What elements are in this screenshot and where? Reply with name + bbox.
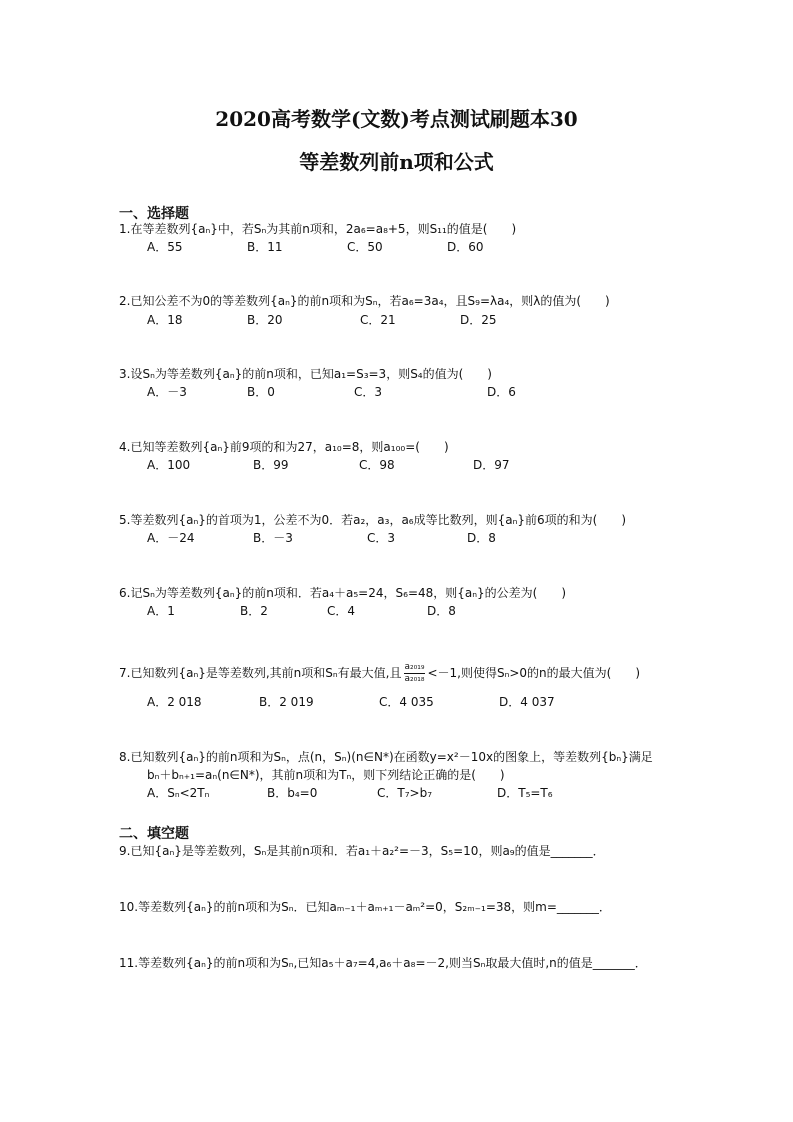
question-4: 4.已知等差数列{aₙ}前9项的和为27，a₁₀=8，则a₁₀₀=( ) <box>119 440 449 454</box>
option-b: B．0 <box>247 385 275 399</box>
option-b: B．20 <box>247 313 283 327</box>
question-5-options <box>147 530 567 546</box>
option-c: C．3 <box>354 385 383 399</box>
option-d: D．6 <box>487 385 516 399</box>
option-d: D．25 <box>460 313 497 327</box>
question-3: 3.设Sₙ为等差数列{aₙ}的前n项和，已知a₁=S₃=3，则S₄的值为( ) <box>119 367 492 381</box>
option-a: A．2 018 <box>147 695 202 709</box>
question-7-text-a: 7.已知数列{aₙ}是等差数列,其前n项和Sₙ有最大值,且 <box>119 666 402 680</box>
option-c: C．4 035 <box>379 695 434 709</box>
option-c: C．3 <box>367 531 396 545</box>
option-b: B．－3 <box>253 531 293 545</box>
option-b: B．2 019 <box>259 695 314 709</box>
question-1: 1.在等差数列{aₙ}中，若Sₙ为其前n项和，2a₆=a₈+5，则S₁₁的值是( ) <box>119 222 517 236</box>
question-1-options <box>147 239 567 255</box>
question-2-options <box>147 312 567 328</box>
question-4-options <box>147 457 567 473</box>
option-c: C．50 <box>347 240 383 254</box>
option-a: A．100 <box>147 458 191 472</box>
question-5: 5.等差数列{aₙ}的首项为1，公差不为0．若a₂，a₃，a₆成等比数列，则{aₙ}前6项的和为( ) <box>119 513 627 527</box>
section-heading-choice: 一、选择题 <box>119 206 189 222</box>
fraction-denominator: a₂₀₁₈ <box>404 674 425 684</box>
option-d: D．T₅=T₆ <box>497 786 553 800</box>
question-7-options <box>147 694 587 710</box>
question-9: 9.已知{aₙ}是等差数列，Sₙ是其前n项和．若a₁＋a₂²=－3，S₅=10，则a₉的值是_______． <box>119 844 605 858</box>
question-3-options <box>147 384 567 400</box>
option-d: D．60 <box>447 240 484 254</box>
question-8-options <box>147 785 587 801</box>
page-title: 2020高考数学(文数)考点测试刷题本30 <box>215 107 578 131</box>
option-a: A．55 <box>147 240 183 254</box>
question-7-text-b: <－1,则使得Sₙ>0的n的最大值为( ) <box>427 666 641 680</box>
question-10: 10.等差数列{aₙ}的前n项和为Sₙ．已知aₘ₋₁＋aₘ₊₁－aₘ²=0，S₂ₘ₋₁=38，则m=_______． <box>119 900 611 914</box>
option-c: C．98 <box>359 458 395 472</box>
question-2: 2.已知公差不为0的等差数列{aₙ}的前n项和为Sₙ，若a₆=3a₄，且S₉=λa₄，则λ的值为( ) <box>119 294 610 308</box>
option-a: A．18 <box>147 313 183 327</box>
question-8: 8.已知数列{aₙ}的前n项和为Sₙ，点(n，Sₙ)(n∈N*)在函数y=x²－10x的图象上，等差数列{bₙ}满足 <box>119 750 653 764</box>
question-6-options <box>147 603 567 619</box>
question-8-line-2: bₙ＋bₙ₊₁=aₙ(n∈N*)，其前n项和为Tₙ，则下列结论正确的是( ) <box>147 768 505 782</box>
option-b: B．11 <box>247 240 283 254</box>
question-11: 11.等差数列{aₙ}的前n项和为Sₙ,已知a₅＋a₇=4,a₆＋a₈=－2,则当Sₙ取最大值时,n的值是_______． <box>119 956 647 970</box>
option-a: A．1 <box>147 604 175 618</box>
question-7 <box>119 662 640 685</box>
option-a: A．－24 <box>147 531 195 545</box>
option-b: B．99 <box>253 458 289 472</box>
option-d: D．97 <box>473 458 510 472</box>
option-d: D．8 <box>427 604 456 618</box>
option-a: A．Sₙ<2Tₙ <box>147 786 210 800</box>
section-heading-fill: 二、填空题 <box>119 826 189 842</box>
option-c: C．21 <box>360 313 396 327</box>
option-d: D．4 037 <box>499 695 555 709</box>
option-b: B．2 <box>240 604 268 618</box>
option-c: C．4 <box>327 604 356 618</box>
fraction-numerator: a₂₀₁₉ <box>404 662 425 672</box>
option-d: D．8 <box>467 531 496 545</box>
question-6: 6.记Sₙ为等差数列{aₙ}的前n项和．若a₄＋a₅=24，S₆=48，则{aₙ}的公差为( ) <box>119 586 567 600</box>
option-c: C．T₇>b₇ <box>377 786 433 800</box>
option-a: A．－3 <box>147 385 187 399</box>
question-7-fraction <box>404 662 426 685</box>
page-subtitle: 等差数列前n项和公式 <box>299 150 494 174</box>
option-b: B．b₄=0 <box>267 786 318 800</box>
